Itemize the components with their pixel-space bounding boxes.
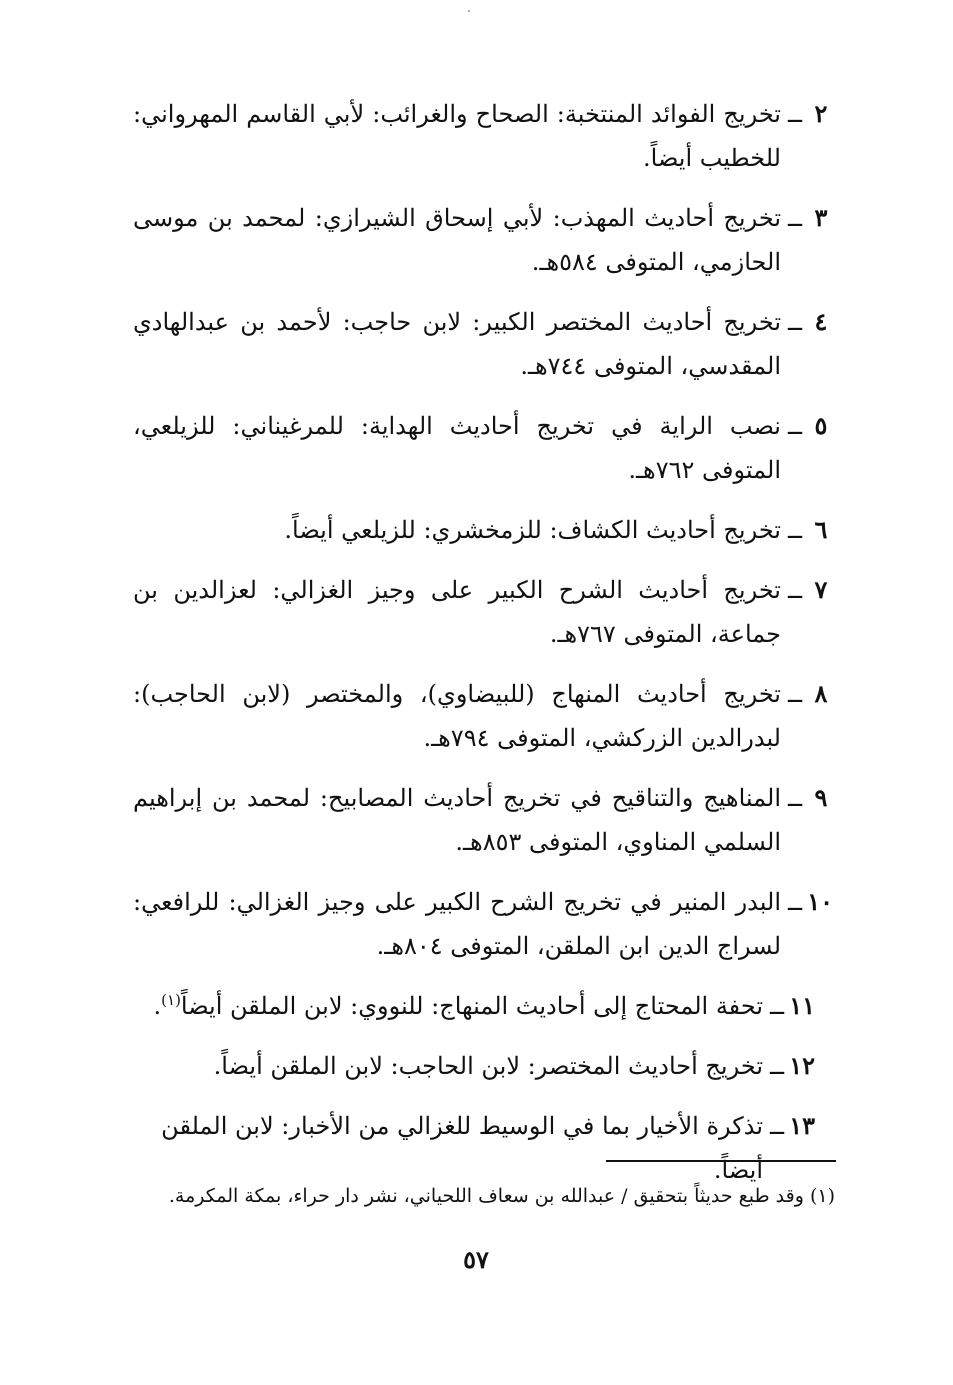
- entry-number: ٧: [814, 575, 828, 604]
- list-item: [133, 1044, 815, 1088]
- list-item: [133, 880, 833, 968]
- list-item: [133, 300, 833, 388]
- list-item: [133, 568, 833, 656]
- list-item: [133, 984, 815, 1028]
- entry-number: ١٠: [807, 887, 833, 916]
- entry-number: ١١: [789, 991, 815, 1020]
- entry-text: تخريج أحاديث الكشاف: للزمخشري: للزيلعي أيضاً.: [284, 516, 781, 544]
- entry-number: ٣: [814, 203, 828, 232]
- entry-text: [133, 984, 763, 1028]
- entry-dash: ــ: [787, 888, 803, 916]
- page-number: ٥٧: [463, 1245, 489, 1274]
- entry-text: تخريج أحاديث المنهاج (للبيضاوي)، والمختصر (لابن الحاجب): لبدرالدين الزركشي، المتوفى ٧٩٤هـ.: [133, 680, 781, 752]
- entry-text-body: تحفة المحتاج إلى أحاديث المنهاج: للنووي: لابن الملقن أيضاً: [180, 992, 763, 1020]
- entry-number: ٢: [814, 99, 828, 128]
- entry-number: ٨: [814, 679, 828, 708]
- footnote: (١) وقد طبع حديثاً بتحقيق / عبدالله بن سعاف اللحياني، نشر دار حراء، بمكة المكرمة.: [168, 1185, 835, 1207]
- entry-text-tail: .: [153, 992, 162, 1020]
- list-item: [133, 672, 833, 760]
- entry-text: البدر المنير في تخريج الشرح الكبير على وجيز الغزالي: للرافعي: لسراج الدين ابن الملقن، المتوفى ٨٠٤هـ.: [133, 888, 781, 960]
- footnote-reference[interactable]: (١): [161, 991, 181, 1009]
- list-item: [133, 92, 833, 180]
- entry-text: المناهيج والتناقيح في تخريج أحاديث المصابيح: لمحمد بن إبراهيم السلمي المناوي، المتوفى ٨٥٣هـ.: [133, 784, 781, 856]
- entry-dash: ــ: [769, 992, 785, 1020]
- entry-number: ١٣: [789, 1111, 815, 1140]
- list-item: [133, 508, 833, 552]
- entry-number: ٦: [814, 515, 828, 544]
- entry-text: تخريج أحاديث المختصر: لابن الحاجب: لابن الملقن أيضاً.: [213, 1052, 763, 1080]
- list-item: [133, 1104, 815, 1192]
- entry-dash: ــ: [769, 1112, 785, 1140]
- entry-number: ١٢: [789, 1051, 815, 1080]
- entry-text: نصب الراية في تخريج أحاديث الهداية: للمرغيناني: للزيلعي، المتوفى ٧٦٢هـ.: [133, 412, 781, 484]
- entry-text: تخريج أحاديث المختصر الكبير: لابن حاجب: لأحمد بن عبدالهادي المقدسي، المتوفى ٧٤٤هـ.: [133, 308, 781, 380]
- entry-dash: ــ: [787, 412, 803, 440]
- entry-dash: ــ: [787, 204, 803, 232]
- entry-dash: ــ: [769, 1052, 785, 1080]
- entry-list: [133, 92, 833, 1208]
- footnote-divider: [606, 1160, 836, 1162]
- entry-dash: ــ: [787, 516, 803, 544]
- entry-dash: ــ: [787, 680, 803, 708]
- entry-text: تذكرة الأخيار بما في الوسيط للغزالي من الأخبار: لابن الملقن أيضاً.: [161, 1112, 763, 1184]
- list-item: [133, 776, 833, 864]
- entry-number: ٩: [814, 783, 828, 812]
- page-speck: [468, 10, 470, 12]
- entry-dash: ــ: [787, 576, 803, 604]
- entry-dash: ــ: [787, 308, 803, 336]
- list-item: [133, 404, 833, 492]
- entry-dash: ــ: [787, 784, 803, 812]
- entry-text: تخريج الفوائد المنتخبة: الصحاح والغرائب: لأبي القاسم المهرواني: للخطيب أيضاً.: [133, 100, 781, 172]
- entry-number: ٤: [814, 307, 828, 336]
- entry-dash: ــ: [787, 100, 803, 128]
- entry-number: ٥: [814, 411, 828, 440]
- list-item: [133, 196, 833, 284]
- entry-text: تخريج أحاديث المهذب: لأبي إسحاق الشيرازي: لمحمد بن موسى الحازمي، المتوفى ٥٨٤هـ.: [133, 204, 781, 276]
- entry-text: تخريج أحاديث الشرح الكبير على وجيز الغزالي: لعزالدين بن جماعة، المتوفى ٧٦٧هـ.: [133, 576, 781, 648]
